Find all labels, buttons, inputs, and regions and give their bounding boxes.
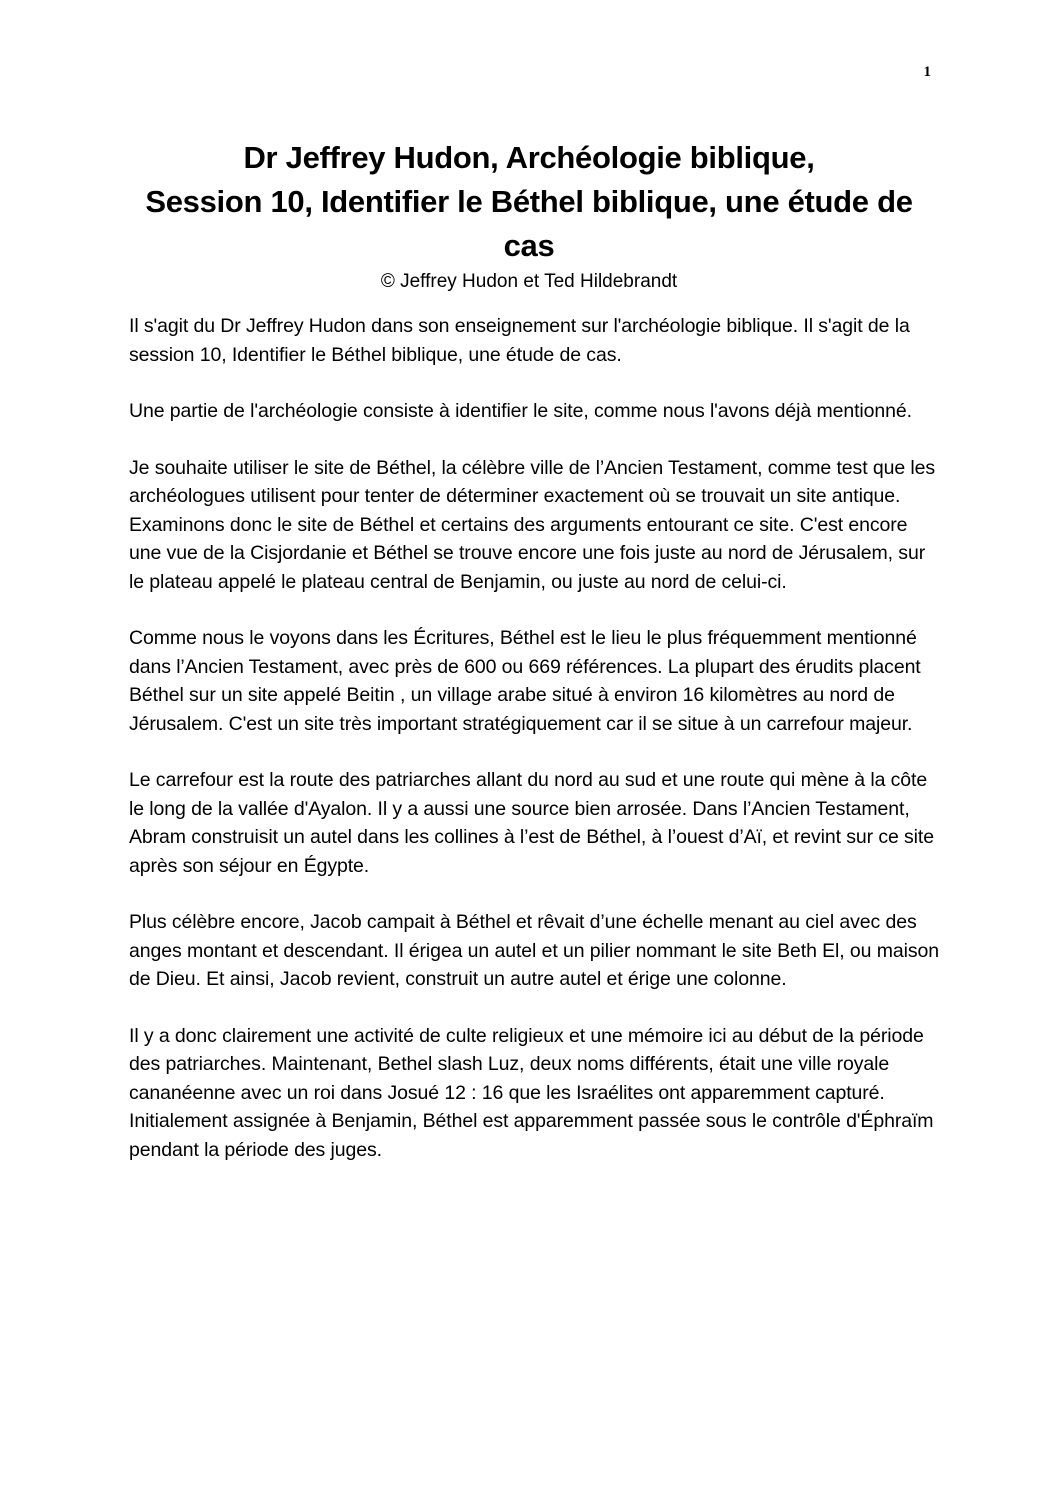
document-header (100, 136, 958, 296)
paragraph-6: Plus célèbre encore, Jacob campait à Béthel et rêvait d’une échelle menant au ciel avec des anges montant et descendant. Il érigea un autel et un pilier nommant le site Beth El, ou maison de Dieu. Et ainsi, Jacob revient, construit un autre autel et érige une colonne. (129, 911, 939, 990)
title-line-2: Session 10, Identifier le Béthel biblique, une étude de (145, 184, 913, 219)
paragraph-7: Il y a donc clairement une activité de culte religieux et une mémoire ici au début de la période des patriarches. Maintenant, Bethel slash Luz, deux noms différents, était une ville royale cananéenne avec un roi dans Josué 12 : 16 que les Israélites ont apparemment capturé. Initialement assignée à Benjamin, Béthel est apparemment passée sous le contrôle d'Éphraïm pendant la période des juges. (129, 1024, 934, 1161)
page-number: 1 (923, 64, 931, 80)
document-body (129, 312, 939, 1192)
title-line-3: cas (503, 228, 555, 263)
copyright-line: © Jeffrey Hudon et Ted Hildebrandt (380, 271, 678, 292)
paragraph-3: Je souhaite utiliser le site de Béthel, la célèbre ville de l’Ancien Testament, comme test que les archéologues utilisent pour tenter de déterminer exactement où se trouvait un site antique. Examinons donc le site de Béthel et certains des arguments entourant ce site. C'est encore une vue de la Cisjordanie et Béthel se trouve encore une fois juste au nord de Jérusalem, sur le plateau appelé le plateau central de Benjamin, ou juste au nord de celui-ci. (129, 456, 936, 593)
paragraph-4: Comme nous le voyons dans les Écritures, Béthel est le lieu le plus fréquemment mentionné dans l’Ancien Testament, avec près de 600 ou 669 références. La plupart des érudits placent Béthel sur un site appelé Beitin , un village arabe situé à environ 16 kilomètres au nord de Jérusalem. C'est un site très important stratégiquement car il se situe à un carrefour majeur. (129, 627, 921, 735)
paragraph-1: Il s'agit du Dr Jeffrey Hudon dans son enseignement sur l'archéologie biblique. Il s'agit de la session 10, Identifier le Béthel biblique, une étude de cas. (129, 315, 910, 366)
paragraph-5: Le carrefour est la route des patriarches allant du nord au sud et une route qui mène à la côte le long de la vallée d'Ayalon. Il y a aussi une source bien arrosée. Dans l’Ancien Testament, Abram construisit un autel dans les collines à l’est de Béthel, à l’ouest d’Aï, et revint sur ce site après son séjour en Égypte. (129, 769, 934, 877)
paragraph-2: Une partie de l'archéologie consiste à identifier le site, comme nous l'avons déjà mentionné. (129, 400, 912, 422)
title-line-1: Dr Jeffrey Hudon, Archéologie biblique, (243, 140, 815, 175)
